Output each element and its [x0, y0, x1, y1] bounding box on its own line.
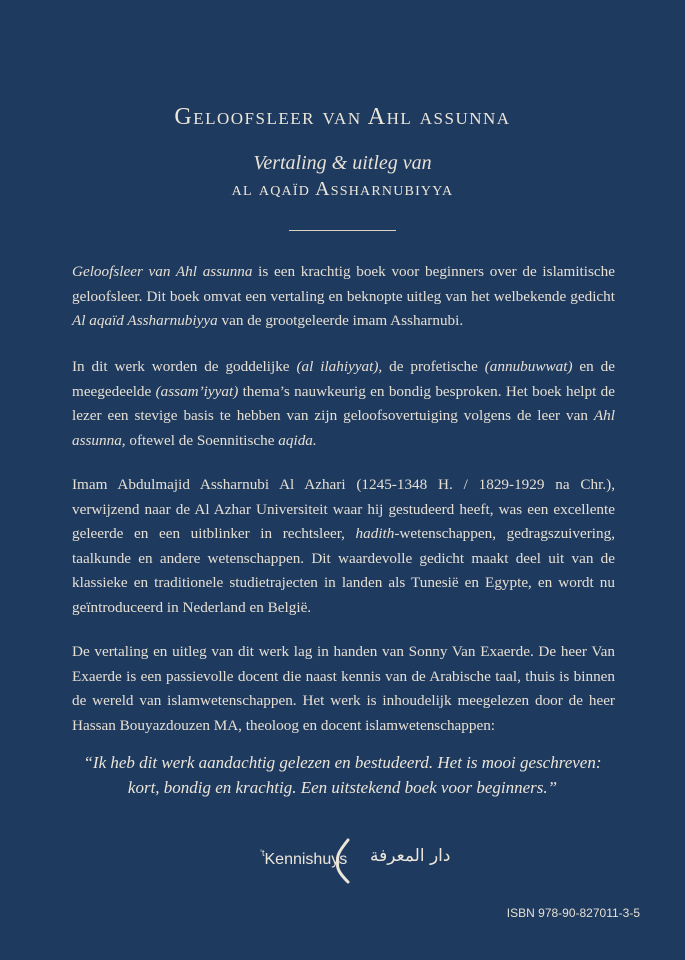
- book-subtitle-name: al aqaïd Assharnubiyya: [231, 178, 454, 200]
- text-run: (annubuwwat): [484, 358, 573, 375]
- publisher-mark-icon: [330, 836, 354, 886]
- text-run: -wetenschappen, gedragszuivering, taalkunde en andere wetenschappen. Dit waardevolle gedicht maakt deel uit van de klassieke en traditionele studietrajecten in landen als Tunesië en Egypte, en wordt nu geïntroduceerd in Nederland en België.: [72, 525, 615, 616]
- text-run: Al aqaïd Assharnubiyya: [72, 312, 218, 329]
- title-divider: [289, 230, 396, 231]
- text-run: van de grootgeleerde imam Assharnubi.: [217, 312, 464, 329]
- text-run: In dit werk worden de goddelijke: [72, 358, 297, 375]
- text-run: (assam’iyyat): [155, 382, 239, 400]
- book-title: Geloofsleer van Ahl assunna: [174, 104, 511, 130]
- quote-line-1: “Ik heb dit werk aandachtig gelezen en bestudeerd. Het is mooi geschreven:: [83, 753, 602, 772]
- text-run: de profetische: [382, 358, 485, 375]
- text-run: Imam Abdulmajid Assharnubi Al Azhari (1245-1348 H. / 1829-1929 na Chr.), verwijzend naar de Al Azhar Universiteit waar hij gestudeerd heeft, was een excellente geleerde en een uitblinker in rechtsleer,: [72, 476, 615, 542]
- blurb-paragraph-4: [72, 640, 615, 738]
- publisher-logos: [0, 836, 685, 886]
- text-run: Geloofsleer van Ahl assunna: [72, 263, 253, 280]
- text-run: De vertaling en uitleg van dit werk lag in handen van Sonny Van Exaerde. De heer Van Exaerde is een passievolle docent die naast kennis van de Arabische taal, thuis is binnen de wereld van islamwetenschappen. Het werk is inhoudelijk meegelezen door de heer Hassan Bouyazdouzen MA, theoloog en docent islamwetenschappen:: [72, 643, 615, 734]
- text-run: hadith: [355, 525, 395, 542]
- book-subtitle: Vertaling & uitleg van: [253, 152, 432, 174]
- kennishuys-name: Kennishuys: [264, 851, 348, 868]
- blurb-paragraph-2: [72, 355, 615, 453]
- blurb-paragraph-3: [72, 473, 615, 620]
- blurb-paragraph-1: [72, 260, 615, 334]
- text-run: oftewel de Soennitische: [125, 431, 279, 449]
- isbn-number: ISBN 978-90-827011-3-5: [506, 906, 640, 920]
- dar-al-marifa-logo: دار المعرفة: [370, 846, 451, 866]
- text-run: (al ilahiyyat),: [296, 358, 383, 375]
- kennishuys-prefix: ’t: [260, 848, 265, 858]
- text-run: Ahl assunna,: [72, 407, 615, 449]
- text-run: is een krachtig boek voor beginners over de islamitische geloofsleer. Dit boek omvat een vertaling en beknopte uitleg van het welbekende gedicht: [72, 263, 615, 305]
- quote-line-2: kort, bondig en krachtig. Een uitstekend boek voor beginners.”: [127, 778, 558, 797]
- text-run: en de meegedeelde: [72, 358, 615, 400]
- text-run: thema’s nauwkeurig en bondig besproken. Het boek helpt de lezer een stevige basis te hebben van zijn geloofsovertuiging volgens de leer van: [72, 382, 616, 424]
- endorsement-quote: [40, 750, 645, 800]
- text-run: aqida.: [278, 431, 317, 449]
